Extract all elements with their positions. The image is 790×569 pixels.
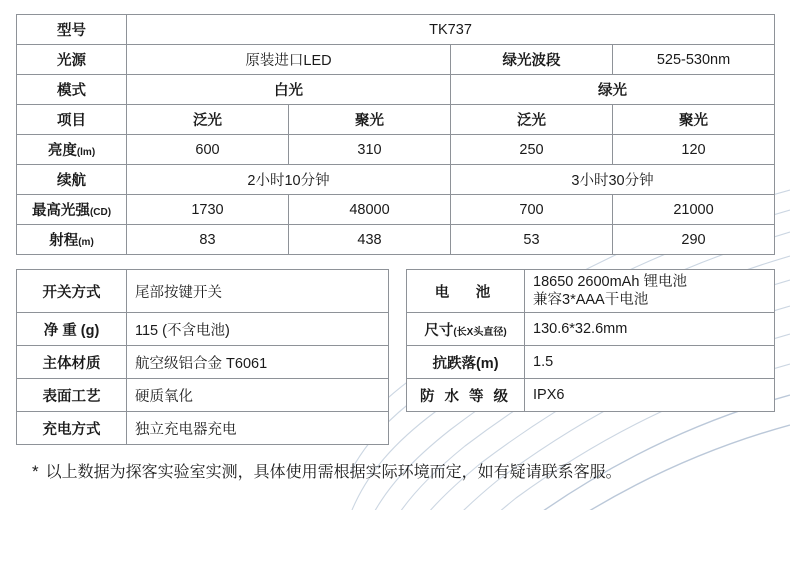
value-light-source: 原装进口LED	[127, 45, 451, 75]
value-distance-green-spot: 290	[613, 225, 775, 255]
value-intensity-white-flood: 1730	[127, 195, 289, 225]
header-white-spot: 聚光	[289, 105, 451, 135]
footnote-star-icon: *	[32, 462, 39, 482]
physical-spec-block	[16, 269, 774, 445]
row-label-runtime: 续航	[17, 165, 127, 195]
value-battery-line2: 兼容3*AAA干电池	[533, 292, 649, 309]
row-label-model: 型号	[17, 15, 127, 45]
value-runtime-white: 2小时10分钟	[127, 165, 451, 195]
value-model: TK737	[127, 15, 775, 45]
value-switch-type: 尾部按键开关	[127, 270, 389, 313]
row-label-dimensions-unit: (长X头直径)	[453, 326, 507, 338]
table-row	[17, 313, 775, 346]
value-brightness-green-spot: 120	[613, 135, 775, 165]
row-label-battery-text: 电 池	[434, 284, 497, 301]
row-label-peak-intensity	[17, 195, 127, 225]
table-row	[17, 45, 775, 75]
row-label-brightness	[17, 135, 127, 165]
footnote	[32, 461, 758, 486]
row-label-green-wavelength: 绿光波段	[451, 45, 613, 75]
value-distance-white-spot: 438	[289, 225, 451, 255]
column-gap	[389, 346, 407, 379]
table-row	[17, 105, 775, 135]
row-label-surface-finish: 表面工艺	[17, 379, 127, 412]
row-label-peak-intensity-unit: (CD)	[89, 207, 112, 218]
value-surface-finish: 硬质氧化	[127, 379, 389, 412]
value-intensity-green-flood: 700	[451, 195, 613, 225]
row-label-dimensions-text: 尺寸	[424, 322, 454, 339]
header-white-light: 白光	[127, 75, 451, 105]
value-charging-method: 独立充电器充电	[127, 412, 389, 445]
footnote-text: 以上数据为探客实验室实测，具体使用需根据实际环境而定，如有疑请联系客服。	[45, 464, 622, 482]
value-battery-line1: 18650 2600mAh 锂电池	[533, 274, 687, 290]
row-label-waterproof-rating-text: 防 水 等 级	[419, 388, 512, 405]
row-label-dimensions	[407, 313, 525, 346]
value-battery	[525, 270, 775, 313]
row-label-brightness-text: 亮度	[47, 143, 77, 159]
column-gap	[389, 313, 407, 346]
value-intensity-white-spot: 48000	[289, 195, 451, 225]
value-net-weight: 115 (不含电池)	[127, 313, 389, 346]
row-label-battery	[407, 270, 525, 313]
table-row	[17, 379, 775, 412]
table-row	[17, 195, 775, 225]
value-distance-white-flood: 83	[127, 225, 289, 255]
row-label-charging-method: 充电方式	[17, 412, 127, 445]
row-label-switch-type: 开关方式	[17, 270, 127, 313]
value-dimensions: 130.6*32.6mm	[525, 313, 775, 346]
row-label-drop-resistance: 抗跌落(m)	[407, 346, 525, 379]
row-label-body-material: 主体材质	[17, 346, 127, 379]
table-row	[17, 270, 775, 313]
value-waterproof-rating: IPX6	[525, 379, 775, 412]
value-intensity-green-spot: 21000	[613, 195, 775, 225]
value-distance-green-flood: 53	[451, 225, 613, 255]
row-label-light-source: 光源	[17, 45, 127, 75]
table-row	[17, 15, 775, 45]
performance-spec-table	[16, 14, 775, 255]
row-label-beam-distance	[17, 225, 127, 255]
row-label-waterproof-rating	[407, 379, 525, 412]
value-brightness-white-flood: 600	[127, 135, 289, 165]
row-label-brightness-unit: (lm)	[76, 147, 96, 158]
column-gap	[389, 412, 407, 445]
value-body-material: 航空级铝合金 T6061	[127, 346, 389, 379]
value-runtime-green: 3小时30分钟	[451, 165, 775, 195]
value-drop-resistance: 1.5	[525, 346, 775, 379]
table-row	[17, 135, 775, 165]
table-row	[17, 225, 775, 255]
table-row	[17, 75, 775, 105]
row-label-item: 项目	[17, 105, 127, 135]
table-row	[17, 412, 775, 445]
header-green-light: 绿光	[451, 75, 775, 105]
row-label-peak-intensity-text: 最高光强	[31, 203, 90, 219]
physical-spec-table	[16, 269, 775, 445]
column-gap	[389, 270, 407, 313]
column-gap	[389, 379, 407, 412]
row-label-beam-distance-unit: (m)	[78, 237, 94, 248]
header-white-flood: 泛光	[127, 105, 289, 135]
header-green-spot: 聚光	[613, 105, 775, 135]
table-row	[17, 165, 775, 195]
row-label-mode: 模式	[17, 75, 127, 105]
header-green-flood: 泛光	[451, 105, 613, 135]
value-brightness-green-flood: 250	[451, 135, 613, 165]
value-brightness-white-spot: 310	[289, 135, 451, 165]
empty-cell	[525, 412, 775, 445]
row-label-beam-distance-text: 射程	[49, 233, 79, 249]
row-label-net-weight: 净 重 (g)	[17, 313, 127, 346]
table-row	[17, 346, 775, 379]
empty-cell	[407, 412, 525, 445]
value-green-wavelength: 525-530nm	[613, 45, 775, 75]
